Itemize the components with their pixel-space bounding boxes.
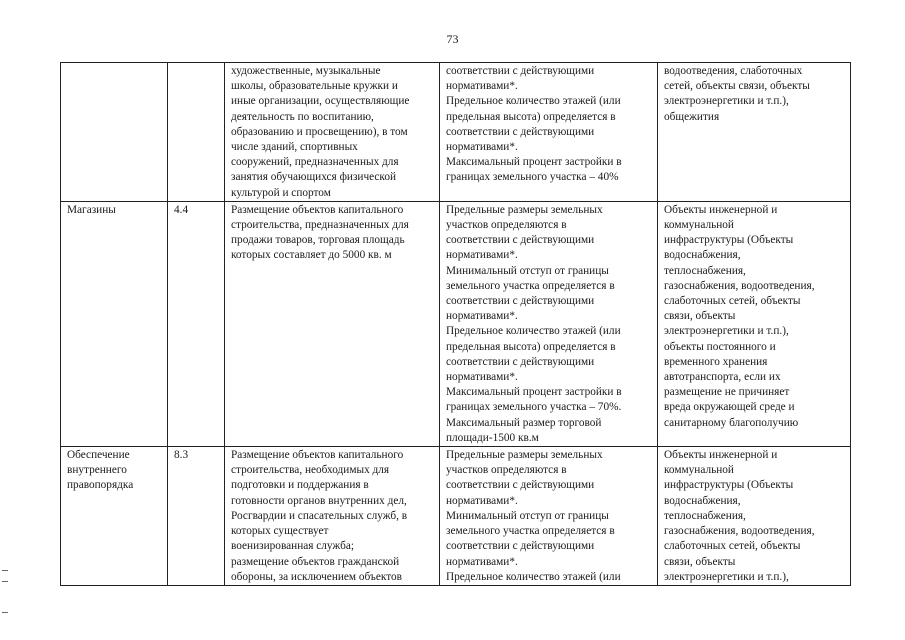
auxiliary-uses: Объекты инженерной и коммунальной инфраструктуры (Объекты водоснабжения, теплоснабжения, газоснабжения, водоотведения, слаботочных сетей, объекты связи, объекты электроэнергетики и т.п.), [664,449,815,583]
parameters-cell [440,63,658,202]
construction-parameters: Предельные размеры земельных участков определяются в соответствии с действующими нормативами*. Минимальный отступ от границы земельного участка определяется в соответствии с действующими нормативами*. Предельное количество этажей (или [446,449,621,583]
construction-parameters: соответствии с действующими нормативами*. Предельное количество этажей (или предельная высота) определяется в соответствии с действующими нормативами*. Максимальный процент застройки в границах земельного участка – 40% [446,65,622,184]
use-type-cell [61,201,168,446]
auxiliary-uses: водоотведения, слаботочных сетей, объекты связи, объекты электроэнергетики и т.п.), общежития [664,65,810,123]
use-code-cell [168,201,225,446]
use-type-cell [61,63,168,202]
auxiliary-uses-cell [658,63,851,202]
scan-margin-mark [2,570,8,582]
zoning-regulations-table [60,62,851,586]
scan-margin-mark [2,612,8,613]
table-row [61,201,851,446]
use-description: Размещение объектов капитального строительства, предназначенных для продажи товаров, торговая площадь которых составляет до 5000 кв. м [231,203,409,262]
use-code-cell [168,447,225,586]
use-code: 4.4 [174,203,189,216]
page-number: 73 [446,32,459,46]
parameters-cell [440,447,658,586]
use-code-cell [168,63,225,202]
use-description: Размещение объектов капитального строительства, необходимых для подготовки и поддержания в готовности органов внутренних дел, Росгвардии и спасательных служб, в которых существует военизированная служба; размещение объектов гражданской обороны, за исключением объектов [231,449,408,583]
description-cell [225,447,440,586]
use-code: 8.3 [174,449,189,462]
use-type-name: Магазины [67,203,116,216]
parameters-cell [440,201,658,446]
auxiliary-uses: Объекты инженерной и коммунальной инфраструктуры (Объекты водоснабжения, теплоснабжения, газоснабжения, водоотведения, слаботочных сетей, объекты связи, объекты электроэнергетики и т.п.), объекты постоянного и временного хранения автотранспорта, если их размещение не причиняет вреда окружающей среде и санитарному благополучию [664,203,815,429]
table-row [61,63,851,202]
auxiliary-uses-cell [658,201,851,446]
description-cell [225,63,440,202]
table-row [61,447,851,586]
description-cell [225,201,440,446]
use-type-cell [61,447,168,586]
construction-parameters: Предельные размеры земельных участков определяются в соответствии с действующими нормативами*. Минимальный отступ от границы земельного участка определяется в соответствии с действующими нормативами*. Предельное количество этажей (или предельная высота) определяется в соответствии с действующими нормативами*. Максимальный процент застройки в границах земельного участка – 70%. Максимальный размер торговой площади-1500 кв.м [446,203,622,444]
use-description: художественные, музыкальные школы, образовательные кружки и иные организации, осуществляющие деятельность по воспитанию, образованию и просвещению), в том числе зданий, спортивных сооружений, предназначенных для занятия обучающихся физической культурой и спортом [231,65,410,199]
use-type-name: Обеспечение внутреннего правопорядка [67,449,134,492]
auxiliary-uses-cell [658,447,851,586]
